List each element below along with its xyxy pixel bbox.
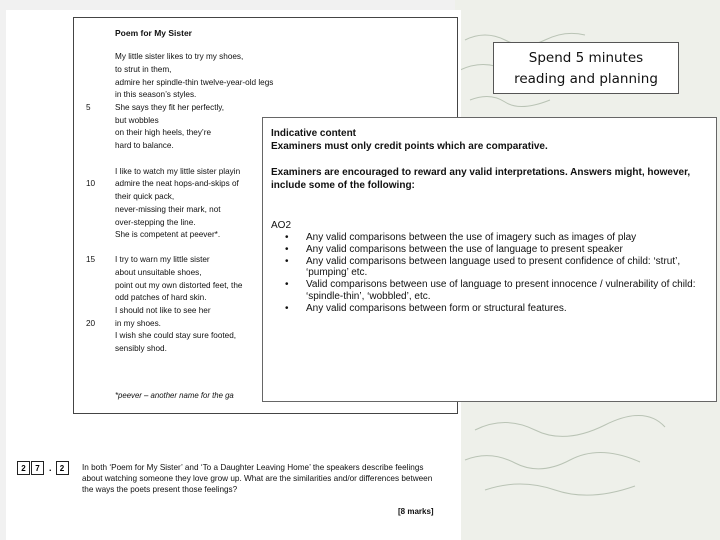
bullet-text: Any valid comparisons between the use of imagery such as images of play [306,232,637,243]
bullet-icon: • [285,302,289,314]
poem-line: never-missing their mark, not [115,205,221,214]
bullet-text: Any valid comparisons between language used to present confidence of child: ‘strut’, ‘pumping’ etc. [306,255,681,279]
line-number: 5 [86,103,91,112]
indicative-subheading: Examiners must only credit points which are comparative. [271,141,548,152]
ao-label: AO2 [271,220,292,231]
question-marks: [8 marks] [398,507,434,516]
poem-line: but wobbles [115,116,159,125]
question-separator: . [49,463,52,473]
question-digit: 2 [17,461,30,475]
poem-line: their quick pack, [115,192,175,201]
poem-line: odd patches of hard skin. [115,293,207,302]
poem-line: admire her spindle-thin twelve-year-old legs [115,78,274,87]
callout-line: reading and planning [514,71,658,87]
poem-line: to strut in them, [115,65,172,74]
bullet-text: Any valid comparisons between the use of language to present speaker [306,243,623,255]
list-item [285,232,705,244]
poem-line: She says they fit her perfectly, [115,103,225,112]
bullet-icon: • [285,232,289,243]
question-digit: 7 [31,461,44,475]
poem-line: My little sister likes to try my shoes, [115,52,244,61]
list-item [285,279,705,303]
line-number: 10 [86,179,96,188]
question-number [17,461,70,475]
poem-line: on their high heels, they’re [115,128,212,137]
question-text: In both ‘Poem for My Sister’ and ‘To a Daughter Leaving Home’ the speakers describe feelings about watching someone they love grow up. What are the similarities and/or differences between the ways the poets present those feelings? [82,463,433,495]
poem-line: sensibly shod. [115,344,167,353]
poem-line: in this season’s styles. [115,90,197,99]
line-number: 20 [86,319,96,328]
line-number: 15 [86,255,96,264]
timing-callout [493,42,679,94]
list-item [285,244,705,256]
poem-line: I wish she could stay sure footed, [115,331,237,340]
bullet-icon: • [285,255,289,267]
list-item [285,256,705,280]
indicative-content-box [262,117,717,402]
poem-line: about unsuitable shoes, [115,268,202,277]
poem-line: in my shoes. [115,319,161,328]
indicative-bullet-list [285,232,705,315]
poem-line: over-stepping the line. [115,218,196,227]
list-item [285,303,705,315]
poem-line: hard to balance. [115,141,174,150]
poem-line: I like to watch my little sister playin [115,167,241,176]
bullet-icon: • [285,279,289,291]
poem-line: She is competent at peever*. [115,230,221,239]
bullet-text: Any valid comparisons between form or structural features. [306,302,567,314]
poem-title: Poem for My Sister [115,28,192,38]
poem-line: admire the neat hops-and-skips of [115,179,239,188]
question-digit: 2 [56,461,69,475]
indicative-paragraph: Examiners are encouraged to reward any valid interpretations. Answers might, however, include some of the following: [271,167,691,191]
bullet-text: Valid comparisons between use of language to present innocence / vulnerability of child: ‘spindle-thin’, ‘wobbled’, etc. [306,279,696,302]
poem-line: point out my own distorted feet, the [115,281,243,290]
callout-line: Spend 5 minutes [528,50,644,66]
poem-line: I try to warn my little sister [115,255,210,264]
indicative-heading: Indicative content [271,128,357,139]
bullet-icon: • [285,243,289,255]
poem-footnote: *peever – another name for the ga [115,391,234,400]
poem-line: I should not like to see her [115,306,211,315]
